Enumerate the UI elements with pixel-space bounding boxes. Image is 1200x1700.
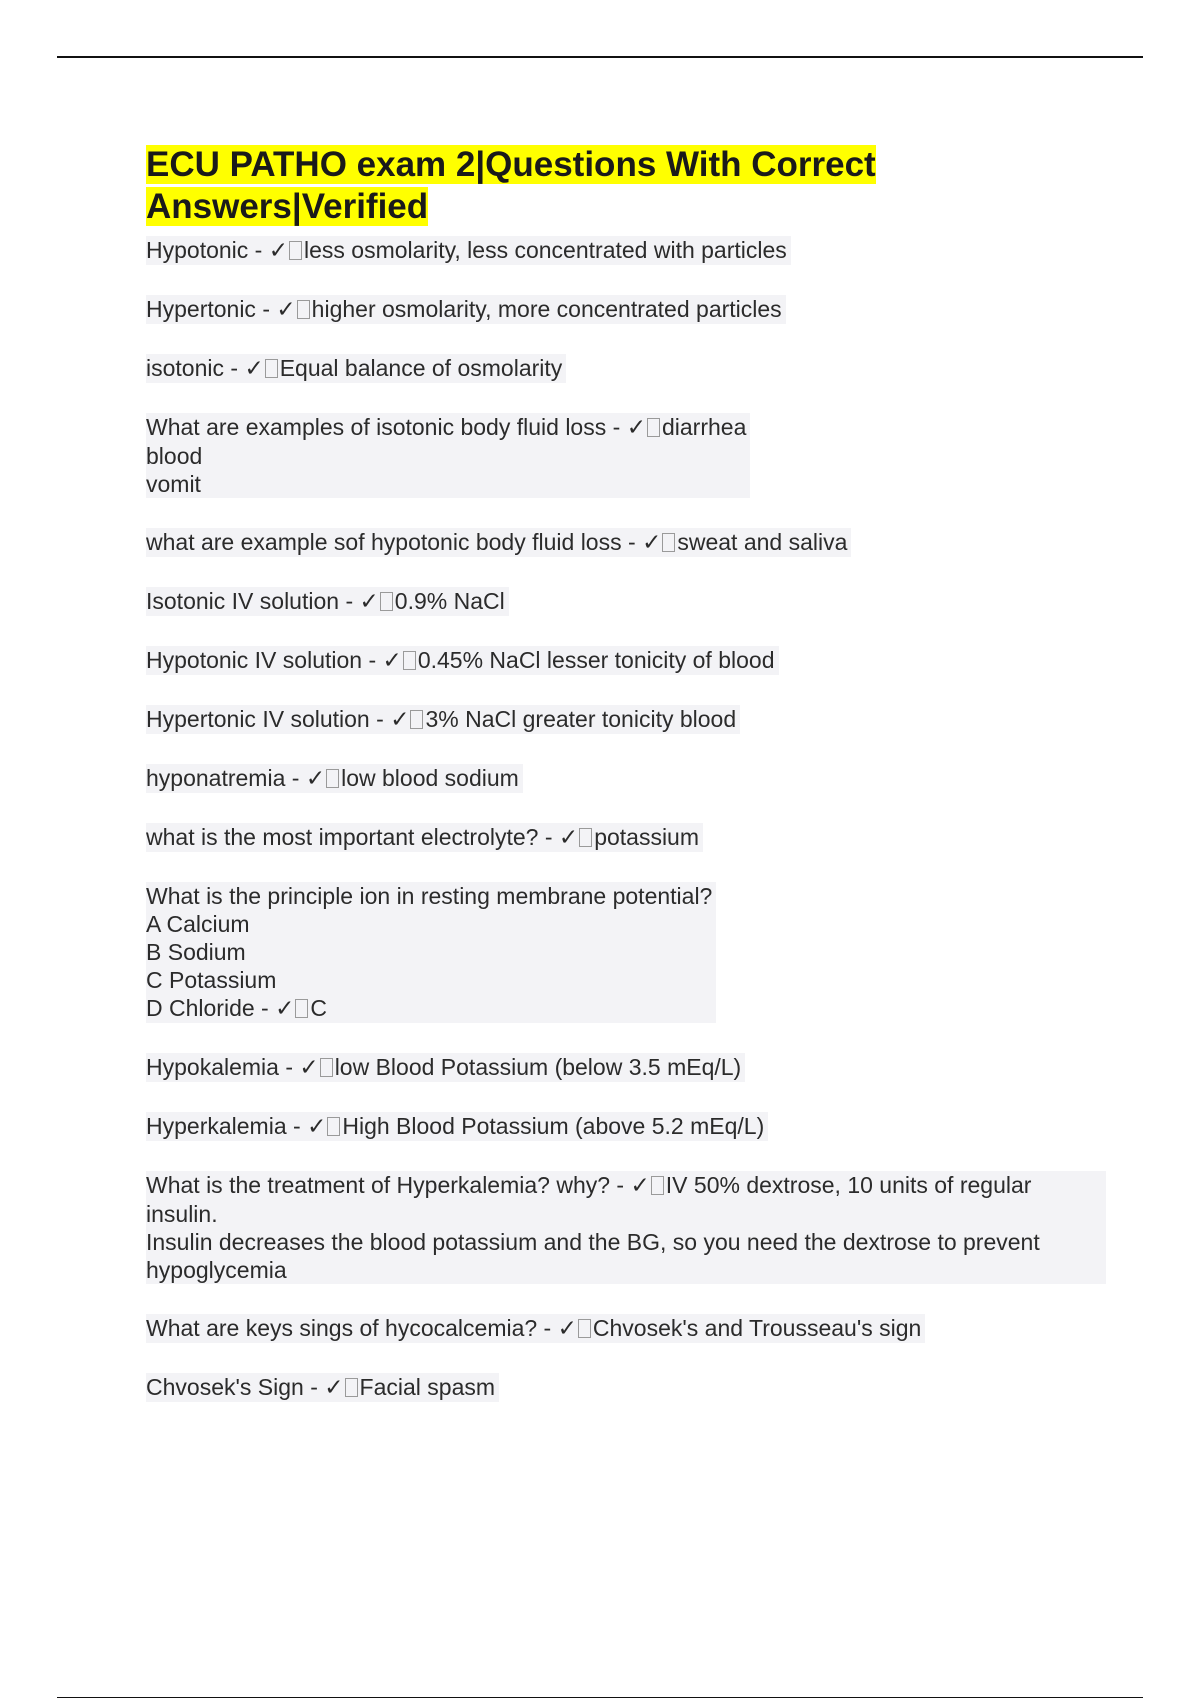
qa-text <box>146 882 716 1023</box>
qa-item <box>146 705 1106 734</box>
qa-item <box>146 236 1106 265</box>
separator: - <box>278 1054 300 1080</box>
missing-glyph-box-icon <box>265 359 278 378</box>
missing-glyph-box-icon <box>647 418 660 437</box>
check-icon: ✓ <box>299 1055 319 1081</box>
separator: - <box>254 995 276 1021</box>
missing-glyph-box-icon <box>289 241 302 260</box>
qa-text <box>146 823 703 852</box>
qa-item <box>146 354 1106 383</box>
qa-item <box>146 295 1106 324</box>
document-body <box>146 144 1106 1432</box>
question-text: hyponatremia <box>146 765 286 791</box>
check-icon: ✓ <box>324 1375 344 1401</box>
answer-text: higher osmolarity, more concentrated particles <box>311 296 782 322</box>
question-text: Hypokalemia <box>146 1054 279 1080</box>
check-icon: ✓ <box>305 766 326 792</box>
missing-glyph-box-icon <box>662 533 675 552</box>
answer-text: 3% NaCl greater tonicity blood <box>425 706 737 732</box>
qa-text <box>146 764 523 793</box>
separator: - <box>303 1374 325 1400</box>
separator: - <box>369 706 391 732</box>
question-text: What is the principle ion in resting membrane potential? A Calcium B Sodium C Potassium D Chloride <box>146 883 713 1021</box>
check-icon: ✓ <box>558 825 579 851</box>
qa-text <box>146 705 740 734</box>
qa-item <box>146 1112 1106 1141</box>
question-text: Chvosek's Sign <box>146 1374 304 1400</box>
check-icon: ✓ <box>359 589 379 615</box>
separator: - <box>362 647 383 673</box>
question-text: Hypotonic IV solution <box>146 647 363 673</box>
check-icon: ✓ <box>390 707 410 733</box>
check-icon: ✓ <box>275 996 295 1022</box>
question-text: Hyperkalemia <box>146 1113 287 1139</box>
separator: - <box>610 1172 631 1198</box>
answer-text: Equal balance of osmolarity <box>279 355 563 381</box>
check-icon: ✓ <box>557 1316 577 1342</box>
qa-item <box>146 528 1106 557</box>
qa-item <box>146 1053 1106 1082</box>
separator: - <box>285 765 306 791</box>
qa-list <box>146 236 1106 1402</box>
answer-text: less osmolarity, less concentrated with particles <box>304 237 787 263</box>
qa-text <box>146 1053 745 1082</box>
check-icon: ✓ <box>307 1114 327 1140</box>
qa-text <box>146 1373 499 1402</box>
answer-text: 0.45% NaCl lesser tonicity of blood <box>417 647 775 673</box>
answer-text: diarrhea blood vomit <box>146 414 747 497</box>
missing-glyph-box-icon <box>403 651 416 670</box>
answer-text: Facial spasm <box>359 1374 496 1400</box>
qa-item <box>146 823 1106 852</box>
qa-item <box>146 882 1106 1023</box>
question-text: What are examples of isotonic body fluid loss <box>146 414 607 440</box>
missing-glyph-box-icon <box>326 769 339 788</box>
separator: - <box>339 588 360 614</box>
separator: - <box>223 355 245 381</box>
separator: - <box>621 529 643 555</box>
qa-text <box>146 236 791 265</box>
answer-text: High Blood Potassium (above 5.2 mEq/L) <box>342 1113 765 1139</box>
qa-text <box>146 646 779 675</box>
separator: - <box>286 1113 308 1139</box>
qa-item <box>146 1171 1106 1284</box>
answer-text: sweat and saliva <box>677 529 848 555</box>
check-icon: ✓ <box>382 648 402 674</box>
check-icon: ✓ <box>276 297 296 323</box>
qa-text <box>146 1171 1106 1284</box>
separator: - <box>255 296 277 322</box>
qa-item <box>146 1373 1106 1402</box>
separator: - <box>606 414 627 440</box>
separator: - <box>537 1315 558 1341</box>
question-text: isotonic <box>146 355 224 381</box>
missing-glyph-box-icon <box>297 300 310 319</box>
answer-text: C <box>310 995 328 1021</box>
question-text: What are keys sings of hycocalcemia? <box>146 1315 538 1341</box>
answer-text: low Blood Potassium (below 3.5 mEq/L) <box>334 1054 742 1080</box>
missing-glyph-box-icon <box>578 1319 591 1338</box>
answer-text: low blood sodium <box>341 765 519 791</box>
qa-text <box>146 413 750 498</box>
check-icon: ✓ <box>642 530 662 556</box>
qa-item <box>146 764 1106 793</box>
answer-text: IV 50% dextrose, 10 units of regular insulin. Insulin decreases the blood potassium and the BG, so you need the dextrose to prevent hypoglycemia <box>146 1172 1040 1283</box>
missing-glyph-box-icon <box>579 828 592 847</box>
missing-glyph-box-icon <box>320 1058 333 1077</box>
answer-text: 0.9% NaCl <box>394 588 505 614</box>
check-icon: ✓ <box>626 415 646 441</box>
missing-glyph-box-icon <box>410 710 423 729</box>
qa-item <box>146 587 1106 616</box>
question-text: Isotonic IV solution <box>146 588 340 614</box>
answer-text: potassium <box>594 824 700 850</box>
question-text: what are example sof hypotonic body fluid loss <box>146 529 622 555</box>
document-title: ECU PATHO exam 2|Questions With Correct Answers|Verified <box>146 145 876 226</box>
separator: - <box>248 237 269 263</box>
missing-glyph-box-icon <box>327 1117 340 1136</box>
missing-glyph-box-icon <box>380 592 393 611</box>
qa-text <box>146 587 509 616</box>
qa-text <box>146 295 786 324</box>
separator: - <box>538 824 559 850</box>
top-rule <box>57 56 1143 58</box>
qa-text <box>146 1112 768 1141</box>
question-text: what is the most important electrolyte? <box>146 824 539 850</box>
qa-item <box>146 413 1106 498</box>
answer-text: Chvosek's and Trousseau's sign <box>592 1315 922 1341</box>
qa-text <box>146 528 851 557</box>
question-text: Hypertonic IV solution <box>146 706 370 732</box>
check-icon: ✓ <box>268 238 289 264</box>
qa-item <box>146 646 1106 675</box>
question-text: Hypotonic <box>146 237 249 263</box>
qa-item <box>146 1314 1106 1343</box>
missing-glyph-box-icon <box>651 1176 664 1195</box>
question-text: What is the treatment of Hyperkalemia? why? <box>146 1172 611 1198</box>
qa-text <box>146 354 566 383</box>
bottom-rule <box>57 1697 1143 1698</box>
qa-text <box>146 1314 925 1343</box>
missing-glyph-box-icon <box>295 999 308 1018</box>
check-icon: ✓ <box>630 1173 650 1199</box>
missing-glyph-box-icon <box>345 1378 358 1397</box>
check-icon: ✓ <box>244 356 264 382</box>
question-text: Hypertonic <box>146 296 256 322</box>
